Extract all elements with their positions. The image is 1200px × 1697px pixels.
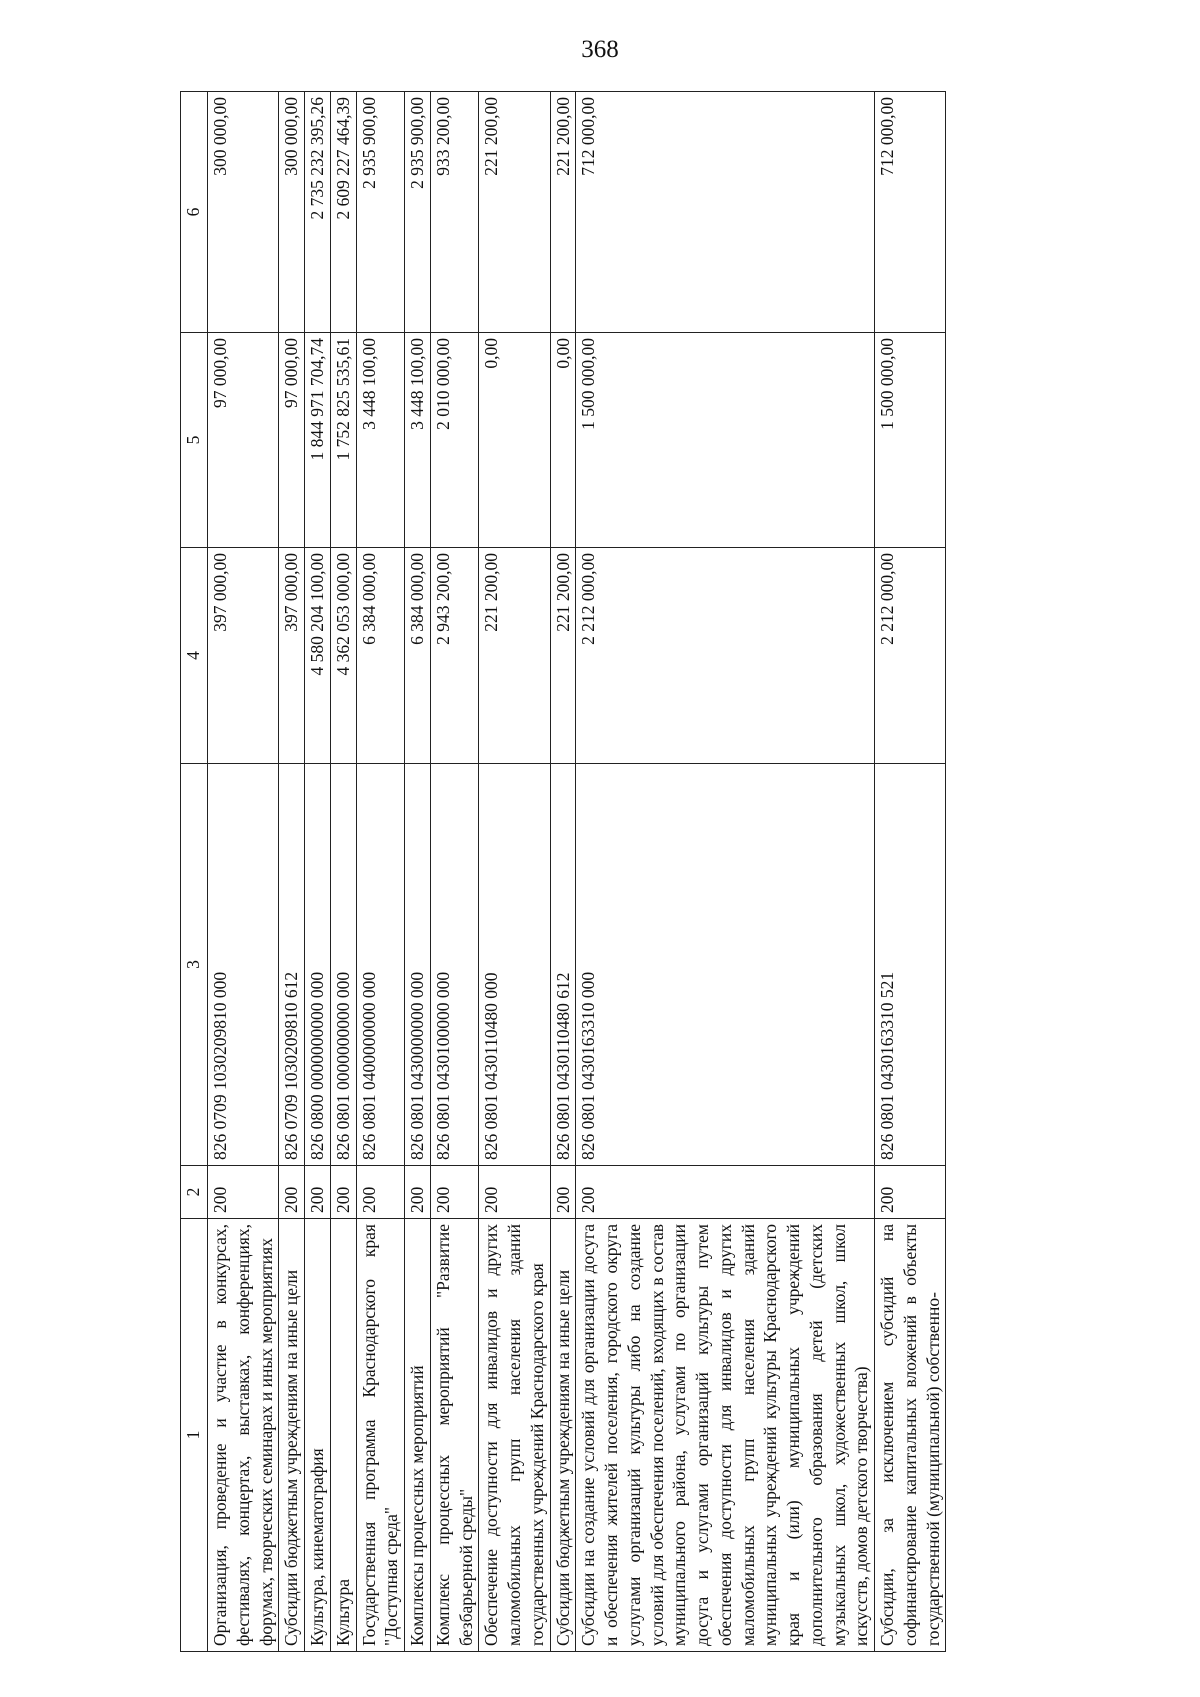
row-value-4: 221 200,00 xyxy=(479,548,550,764)
row-value-6: 300 000,00 xyxy=(208,92,279,333)
row-code: 826 0801 0400000000 000 xyxy=(356,764,405,1166)
row-value-5: 0,00 xyxy=(479,333,550,548)
row-name: Субсидии, за исключением субсидий на софинансирование капитальных вложений в объекты государственной (муниципальной) собственно- xyxy=(875,1219,946,1652)
table-row xyxy=(430,92,479,1652)
table-row xyxy=(208,92,279,1652)
row-value-4: 2 212 000,00 xyxy=(875,548,946,764)
row-value-5: 3 448 100,00 xyxy=(405,333,431,548)
budget-table xyxy=(180,91,946,1652)
row-value-6: 221 200,00 xyxy=(479,92,550,333)
row-value-4: 221 200,00 xyxy=(550,548,576,764)
row-value-6: 712 000,00 xyxy=(576,92,875,333)
row-value-5: 3 448 100,00 xyxy=(356,333,405,548)
row-kvsr: 200 xyxy=(279,1166,305,1219)
row-kvsr: 200 xyxy=(875,1166,946,1219)
table-wrapper xyxy=(180,92,1140,1652)
header-row xyxy=(181,92,208,1652)
row-code: 826 0801 0000000000 000 xyxy=(330,764,356,1166)
column-header: 2 xyxy=(181,1166,208,1219)
table-row xyxy=(330,92,356,1652)
row-name: Субсидии на создание условий для организации досуга и обеспечения жителей поселения, городского округа услугами организаций культуры либо на создание условий для обеспечения поселений, входящих в состав муниципального района, услугами по организации досуга и услугами организаций культуры путем обеспечения доступности для инвалидов и других маломобильных групп населения зданий муниципальных учреждений культуры Краснодарского края и (или) муниципальных учреждений дополнительного образования детей (детских музыкальных школ, художественных школ, школ искусств, домов детского творчества) xyxy=(576,1219,875,1652)
row-name: Комплекс процессных мероприятий "Развитие безбарьерной среды" xyxy=(430,1219,479,1652)
row-value-6: 300 000,00 xyxy=(279,92,305,333)
row-value-5: 1 500 000,00 xyxy=(576,333,875,548)
row-code: 826 0801 0430110480 000 xyxy=(479,764,550,1166)
row-name: Организация, проведение и участие в конкурсах, фестивалях, концертах, выставках, конференциях, форумах, творческих семинарах и иных мероприятиях xyxy=(208,1219,279,1652)
table-row xyxy=(576,92,875,1652)
row-code: 826 0709 1030209810 612 xyxy=(279,764,305,1166)
row-kvsr: 200 xyxy=(208,1166,279,1219)
page-number: 368 xyxy=(581,36,619,63)
row-name: Обеспечение доступности для инвалидов и других маломобильных групп населения зданий государственных учреждений Краснодарского края xyxy=(479,1219,550,1652)
row-name: Культура, кинематография xyxy=(305,1219,331,1652)
row-name: Субсидии бюджетным учреждениям на иные цели xyxy=(550,1219,576,1652)
row-value-6: 712 000,00 xyxy=(875,92,946,333)
row-name: Культура xyxy=(330,1219,356,1652)
row-kvsr: 200 xyxy=(430,1166,479,1219)
table-row xyxy=(479,92,550,1652)
row-value-5: 1 752 825 535,61 xyxy=(330,333,356,548)
row-code: 826 0801 0430163310 000 xyxy=(576,764,875,1166)
row-value-4: 6 384 000,00 xyxy=(356,548,405,764)
row-value-5: 0,00 xyxy=(550,333,576,548)
row-value-6: 933 200,00 xyxy=(430,92,479,333)
row-code: 826 0801 0430163310 521 xyxy=(875,764,946,1166)
row-kvsr: 200 xyxy=(405,1166,431,1219)
row-code: 826 0801 0430000000 000 xyxy=(405,764,431,1166)
row-code: 826 0801 0430100000 000 xyxy=(430,764,479,1166)
table-row xyxy=(875,92,946,1652)
row-value-4: 397 000,00 xyxy=(208,548,279,764)
column-header: 6 xyxy=(181,92,208,333)
row-value-4: 2 212 000,00 xyxy=(576,548,875,764)
row-value-6: 2 935 900,00 xyxy=(405,92,431,333)
table-row xyxy=(305,92,331,1652)
row-kvsr: 200 xyxy=(550,1166,576,1219)
row-value-6: 2 609 227 464,39 xyxy=(330,92,356,333)
row-name: Государственная программа Краснодарского края "Доступная среда" xyxy=(356,1219,405,1652)
row-value-4: 397 000,00 xyxy=(279,548,305,764)
table-row xyxy=(405,92,431,1652)
row-value-5: 97 000,00 xyxy=(208,333,279,548)
row-name: Субсидии бюджетным учреждениям на иные цели xyxy=(279,1219,305,1652)
table-row xyxy=(550,92,576,1652)
row-kvsr: 200 xyxy=(356,1166,405,1219)
row-value-6: 2 935 900,00 xyxy=(356,92,405,333)
row-value-4: 6 384 000,00 xyxy=(405,548,431,764)
row-kvsr: 200 xyxy=(479,1166,550,1219)
row-kvsr: 200 xyxy=(305,1166,331,1219)
rotated-table-container xyxy=(180,92,1140,1652)
row-value-4: 4 580 204 100,00 xyxy=(305,548,331,764)
row-value-5: 2 010 000,00 xyxy=(430,333,479,548)
row-code: 826 0800 0000000000 000 xyxy=(305,764,331,1166)
row-kvsr: 200 xyxy=(330,1166,356,1219)
row-name: Комплексы процессных мероприятий xyxy=(405,1219,431,1652)
row-value-5: 1 844 971 704,74 xyxy=(305,333,331,548)
column-header: 1 xyxy=(181,1219,208,1652)
column-header: 5 xyxy=(181,333,208,548)
row-value-4: 2 943 200,00 xyxy=(430,548,479,764)
table-row xyxy=(279,92,305,1652)
row-code: 826 0801 0430110480 612 xyxy=(550,764,576,1166)
table-row xyxy=(356,92,405,1652)
column-header: 4 xyxy=(181,548,208,764)
row-value-6: 221 200,00 xyxy=(550,92,576,333)
column-header: 3 xyxy=(181,764,208,1166)
row-value-5: 1 500 000,00 xyxy=(875,333,946,548)
row-value-6: 2 735 232 395,26 xyxy=(305,92,331,333)
row-code: 826 0709 1030209810 000 xyxy=(208,764,279,1166)
row-value-4: 4 362 053 000,00 xyxy=(330,548,356,764)
row-kvsr: 200 xyxy=(576,1166,875,1219)
row-value-5: 97 000,00 xyxy=(279,333,305,548)
